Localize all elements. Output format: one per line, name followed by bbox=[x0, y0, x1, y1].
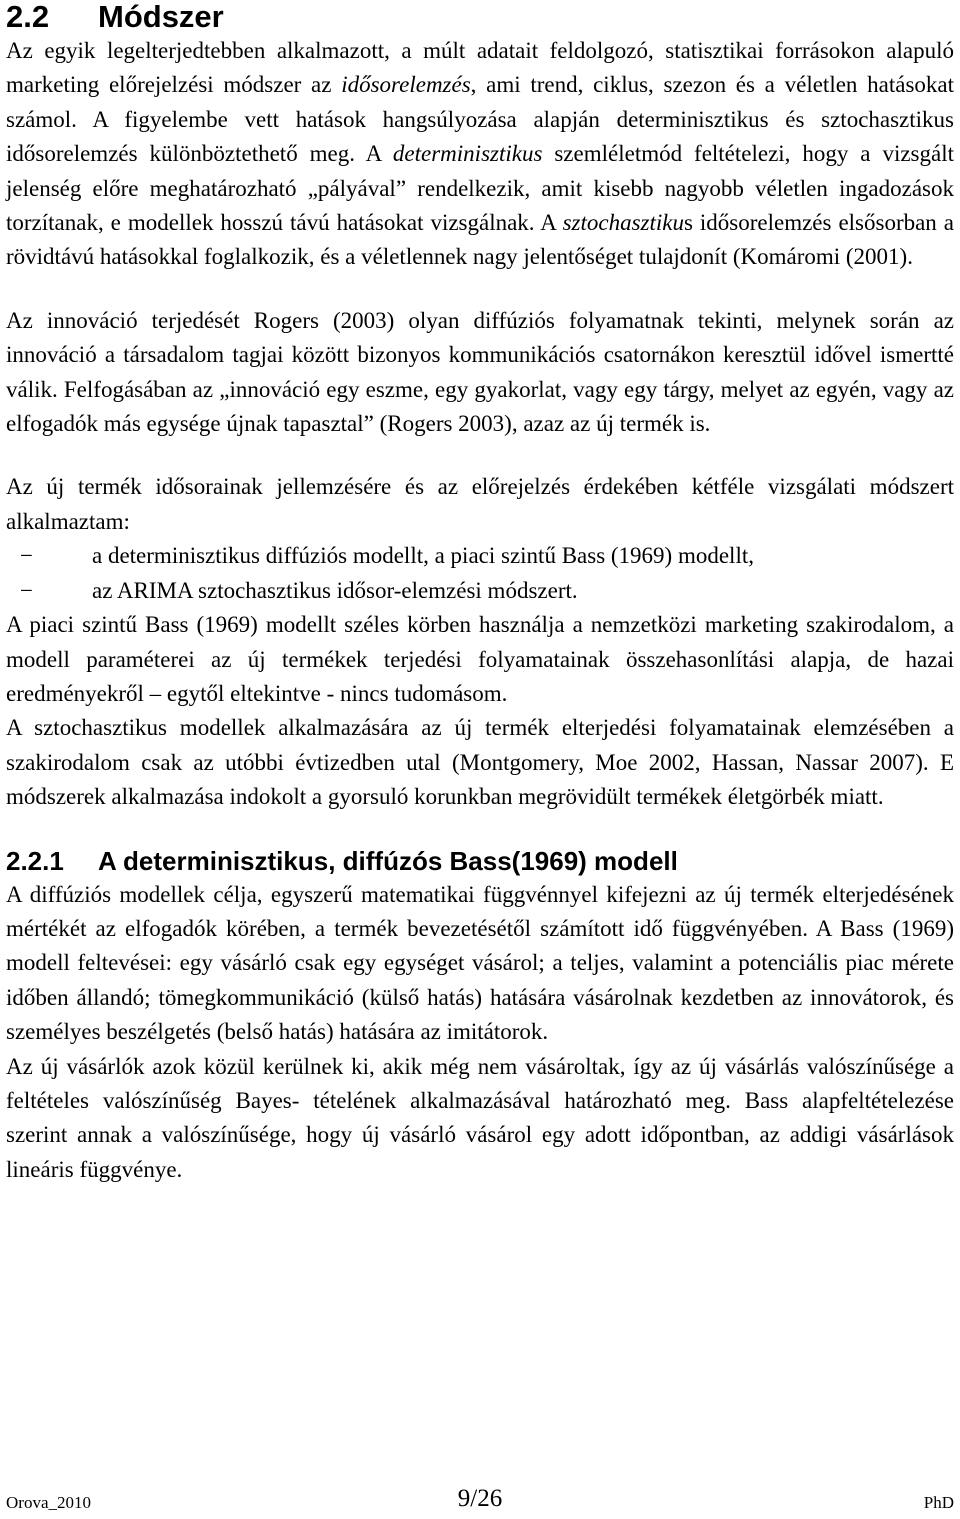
list-item bbox=[6, 574, 954, 608]
list-item-text: a determinisztikus diffúziós modellt, a piaci szintű Bass (1969) modellt, bbox=[92, 543, 754, 569]
italic-term: idősorelemzés bbox=[341, 72, 471, 98]
paragraph-methods-intro: Az új termék idősorainak jellemzésére és az előrejelzés érdekében kétféle vizsgálati módszert alkalmaztam: bbox=[6, 474, 954, 534]
italic-term: determinisztikus bbox=[392, 141, 543, 167]
page-footer bbox=[6, 1485, 954, 1515]
dash-bullet: − bbox=[20, 543, 33, 569]
paragraph-time-series bbox=[6, 34, 954, 275]
subsection-number: 2.2.1 bbox=[6, 845, 64, 876]
paragraph-text: , ami trend, ciklus, szezon és a véletlen hatásokat számol. A figyelembe vett hatások hangsúlyozása alapján determinisztikus és sztochasztikus idősorelemzés különböztethető meg. A bbox=[6, 72, 954, 167]
paragraph-text: Az egyik legelterjedtebben alkalmazott, a múlt adatait feldolgozó, statisztikai forrásokon alapuló marketing előrejelzési módszer az bbox=[6, 38, 954, 98]
document-page bbox=[6, 0, 954, 1187]
section-heading bbox=[6, 0, 954, 34]
paragraph-stochastic: A sztochasztikus modellek alkalmazására az új termék elterjedési folyamatainak elemzésében a szakirodalom csak az utóbbi évtizedben utal (Montgomery, Moe 2002, Hassan, Nassar 2007). E módszerek alkalmazása indokolt a gyorsuló korunkban megrövidült termékek életgörbék miatt. bbox=[6, 715, 954, 810]
footer-degree: PhD bbox=[923, 1493, 954, 1512]
list-item-text: az ARIMA sztochasztikus idősor-elemzési módszert. bbox=[92, 577, 578, 603]
paragraph-innovation: Az innováció terjedését Rogers (2003) olyan diffúziós folyamatnak tekinti, melynek során az innováció a társadalom tagjai között bizonyos kommunikációs csatornákon keresztül idővel ismertté válik. Felfogásában az „innováció egy eszme, egy gyakorlat, vagy egy tárgy, melyet az egyén, vagy az elfogadók más egysége újnak tapasztal” (Rogers 2003), azaz az új termék is. bbox=[6, 307, 954, 437]
section-number: 2.2 bbox=[6, 0, 50, 34]
page-number: 9/26 bbox=[457, 1485, 503, 1512]
list-item bbox=[6, 539, 954, 573]
paragraph-text: szemléletmód feltételezi, hogy a vizsgált jelenség előre meghatározható „pályával” rendelkezik, amit kisebb nagyobb véletlen ingadozások torzítanak, e modellek hosszú távú hatásokat vizsgálnak. A bbox=[6, 141, 954, 236]
paragraph-diffusion-models: A diffúziós modellek célja, egyszerű matematikai függvénnyel kifejezni az új termék elterjedésének mértékét az elfogadók körében, a termék bevezetésétől számított idő függvényében. A Bass (1969) modell feltevései: egy vásárló csak egy egységet vásárol; a teljes, valamint a potenciális piac mérete időben állandó; tömegkommunikáció (külső hatás) hatására vásárolnak kezdetben az innovátorok, és személyes beszélgetés (belső hatás) hatására az imitátorok. bbox=[6, 881, 954, 1045]
subsection-title: A determinisztikus, diffúzós Bass(1969) modell bbox=[98, 845, 678, 876]
dash-bullet: − bbox=[20, 577, 33, 603]
paragraph-new-buyers: Az új vásárlók azok közül kerülnek ki, akik még nem vásároltak, így az új vásárlás valószínűsége a feltételes valószínűség Bayes- tételének alkalmazásával határozható meg. Bass alapfeltételezése szerint annak a valószínűsége, hogy új vásárló vásárol egy adott időpontban, az addigi vásárlások lineáris függvénye. bbox=[6, 1053, 954, 1182]
footer-author: Orova_2010 bbox=[6, 1493, 91, 1512]
paragraph-text: s idősorelemzés elsősorban a rövidtávú hatásokkal foglalkozik, és a véletlennek nagy jelentőséget tulajdonít (Komáromi (2001). bbox=[6, 210, 954, 270]
subsection-heading bbox=[6, 844, 954, 878]
italic-term: sztochasztiku bbox=[562, 210, 684, 236]
paragraph-bass-usage: A piaci szintű Bass (1969) modellt széles körben használja a nemzetközi marketing szakirodalom, a modell paraméterei az új termékek terjedési folyamatainak összehasonlítási alapja, de hazai eredményekről – egytől eltekintve - nincs tudomásom. bbox=[6, 612, 954, 706]
section-title: Módszer bbox=[98, 0, 224, 34]
methods-list bbox=[6, 539, 954, 608]
